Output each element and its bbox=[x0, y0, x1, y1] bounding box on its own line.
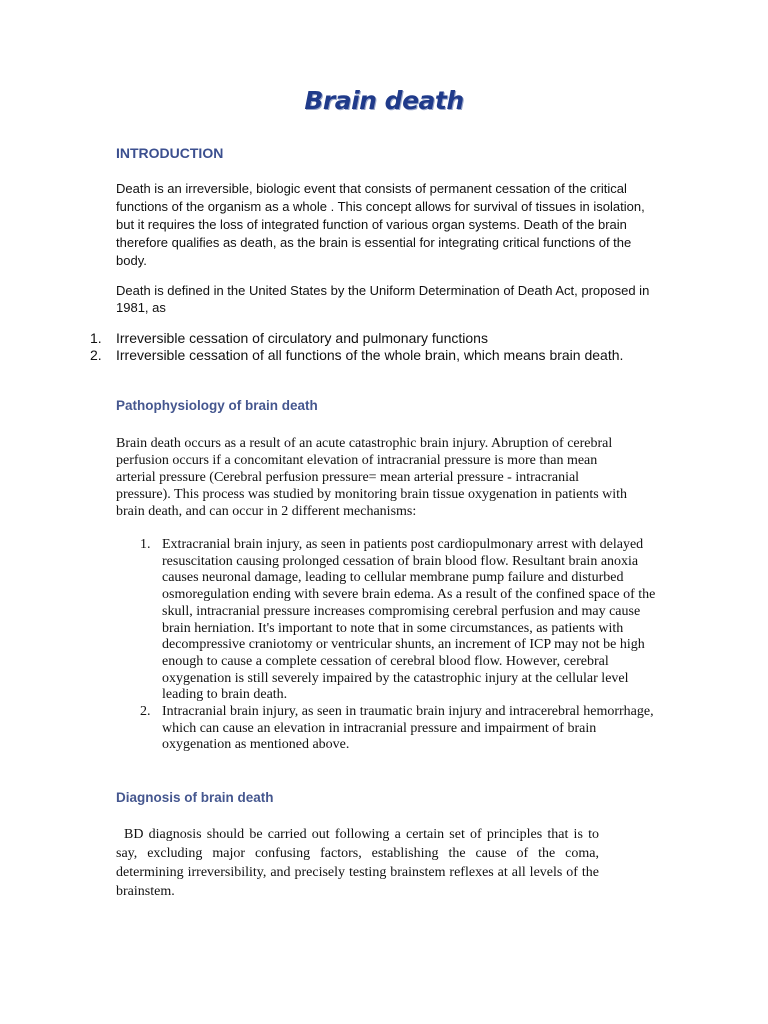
introduction-paragraph-2: Death is defined in the United States by the Uniform Determination of Death Act, proposed in 1981, as bbox=[116, 283, 650, 315]
list-number: 2. bbox=[140, 704, 151, 720]
list-number: 1. bbox=[140, 537, 151, 552]
death-criteria-list bbox=[90, 330, 650, 364]
list-item-text: Intracranial brain injury, as seen in traumatic brain injury and intracerebral hemorrhage, which can cause an elevation in intracranial pressure and impairment of brain oxygenation as mentioned above. bbox=[162, 704, 654, 753]
list-number: 1. bbox=[90, 330, 102, 346]
list-item bbox=[136, 704, 656, 754]
diagnosis-paragraph: BD diagnosis should be carried out following a certain set of principles that is to say, excluding major confusing factors, establishing the cause of the coma, determining irreversibility, and precisely testing brainstem reflexes at all levels of the brainstem. bbox=[116, 827, 599, 899]
introduction-paragraph-1: Death is an irreversible, biologic event that consists of permanent cessation of the critical functions of the organism as a whole . This concept allows for survival of tissues in isolation, but it requires the loss of integrated function of various organ systems. Death of the brain therefore qualifies as death, as the brain is essential for integrating critical functions of the body. bbox=[116, 181, 645, 268]
list-item-text: Extracranial brain injury, as seen in patients post cardiopulmonary arrest with delayed resuscitation causing prolonged cessation of brain blood flow. Resultant brain anoxia causes neuronal damage, leading to cellular membrane pump failure and disturbed osmoregulation ending with severe brain edema. As a result of the confined space of the skull, intracranial pressure increases compromising cerebral perfusion and may cause brain herniation. It's important to note that in some circumstances, as patients with decompressive craniotomy or ventricular shunts, an increment of ICP may not be high enough to cause a complete cessation of cerebral blood flow. However, cerebral oxygenation is still severely impaired by the catastrophic injury at the cellular level leading to brain death. bbox=[162, 537, 656, 703]
diagnosis-heading: Diagnosis of brain death bbox=[116, 790, 274, 805]
introduction-heading: INTRODUCTION bbox=[116, 145, 224, 161]
list-item bbox=[136, 537, 656, 704]
list-item bbox=[90, 347, 650, 364]
list-item-text: Irreversible cessation of all functions of the whole brain, which means brain death. bbox=[116, 347, 624, 363]
list-item bbox=[90, 330, 650, 347]
pathophysiology-paragraph: Brain death occurs as a result of an acute catastrophic brain injury. Abruption of cerebral perfusion occurs if a concomitant elevation of intracranial pressure is more than mean arterial pressure (Cerebral perfusion pressure= mean arterial pressure - intracranial pressure). This process was studied by monitoring brain tissue oxygenation in patients with brain death, and can occur in 2 different mechanisms: bbox=[116, 436, 628, 519]
mechanisms-list bbox=[136, 537, 656, 754]
document-title: Brain death bbox=[304, 86, 464, 115]
list-item-text: Irreversible cessation of circulatory and pulmonary functions bbox=[116, 330, 488, 346]
list-number: 2. bbox=[90, 347, 102, 363]
pathophysiology-heading: Pathophysiology of brain death bbox=[116, 398, 318, 413]
